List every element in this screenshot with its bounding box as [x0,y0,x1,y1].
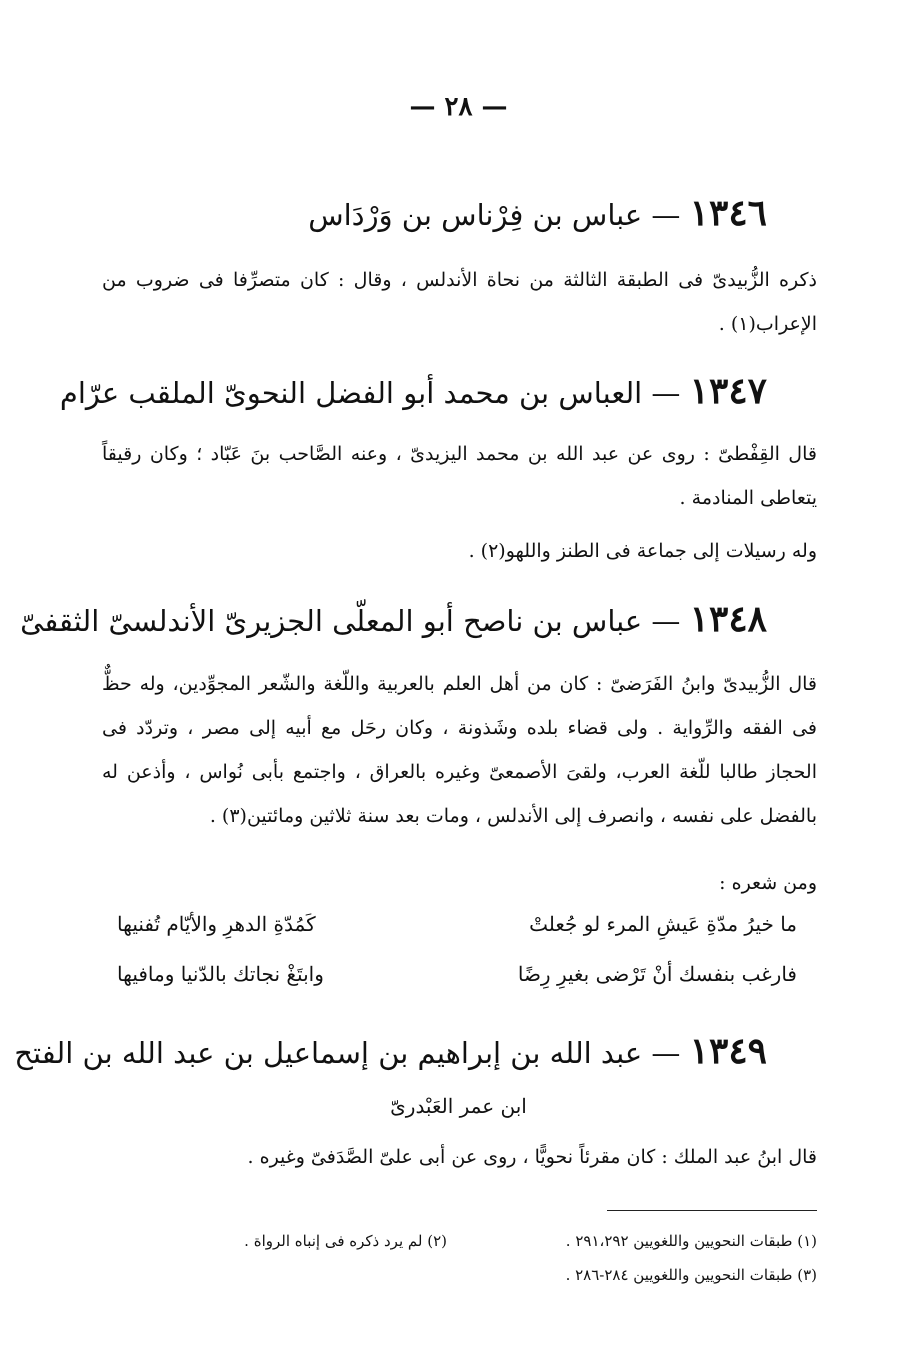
footnote-3: (٣) طبقات النحويين واللغويين ٢٨٤-٢٨٦ . [565,1266,817,1284]
entry-heading-1346 [100,192,767,235]
poetry-intro: ومن شعره : [719,872,817,894]
entry-title: عبد الله بن إبراهيم بن إسماعيل بن عبد الله بن الفتح [14,1036,643,1070]
entry-dash: — [642,376,681,410]
entry-paragraph: قال القِفْطىّ : روى عن عبد الله بن محمد اليزيدىّ ، وعنه الصَّاحب بنَ عَبّاد ؛ وكان رقيقاً يتعاطى المنادمة . [102,443,817,509]
footnote-1: (١) طبقات النحويين واللغويين ٢٩١،٢٩٢ . [565,1232,817,1250]
footnote-divider [607,1210,817,1211]
verse-hemistich-second: وابتَغْ نجاتك بالدّنيا ومافيها [117,962,324,986]
entry-number: ١٣٤٩ [689,1030,767,1072]
entry-paragraph: ذكره الزُّبيدىّ فى الطبقة الثالثة من نحاة الأندلس ، وقال : كان متصرِّفا فى ضروب من الإعراب(١) . [102,269,817,335]
entry-number: ١٣٤٦ [689,192,767,234]
entry-subtitle: ابن عمر العَبْدرىّ [390,1094,527,1118]
entry-heading-1349 [14,1030,767,1073]
entry-paragraph: قال ابنُ عبد الملك : كان مقرئاً نحويًّا ، روى عن أبى علىّ الصَّدَفىّ وغيره . [247,1146,817,1168]
entry-heading-1348 [20,598,767,641]
verse-line [117,962,797,1002]
entry-dash: — [642,198,681,232]
entry-heading-1347 [59,370,767,413]
entry-title: عباس بن ناصح أبو المعلّى الجزيرىّ الأندلسىّ الثقفىّ [20,604,643,638]
entry-number: ١٣٤٨ [689,598,767,640]
entry-dash: — [642,604,681,638]
footnote-2: (٢) لم يرد ذكره فى إنباه الرواة . [244,1232,447,1250]
verse-hemistich-first: ما خيرُ مدّةِ عَيشِ المرء لو جُعلتْ [529,912,797,936]
entry-paragraph: قال الزُّبيدىّ وابنُ الفَرَضىّ : كان من أهل العلم بالعربية واللّغة والشّعر المجوِّدين، وله حظٌّ فى الفقه والرِّواية . ولى قضاء بلده وشَذونة ، وكان رحَل مع أبيه إلى مصر ، وتردّد فى الحجاز طالبا للّغة العرب، ولقىَ الأصمعىّ وغيره بالعراق ، واجتمع بأبى نُواس ، وأذعن له بالفضل على نفسه ، وانصرف إلى الأندلس ، ومات بعد سنة ثلاثين ومائتين(٣) . [102,673,817,827]
entry-title: العباس بن محمد أبو الفضل النحوىّ الملقب عرّام [59,376,643,410]
entry-title: عباس بن فِرْناس بن وَرْدَاس [308,198,643,232]
page-number: — ٢٨ — [409,92,508,122]
verse-hemistich-second: كَمُدّةِ الدهرِ والأيّام تُفنيها [117,912,316,936]
entry-dash: — [642,1036,681,1070]
verse-line [117,912,797,952]
entry-paragraph: وله رسيلات إلى جماعة فى الطنز واللهو(٢) . [468,540,817,562]
verse-hemistich-first: فارغب بنفسك أنْ تَرْضى بغيرِ رِضًا [517,962,797,986]
entry-number: ١٣٤٧ [689,370,767,412]
